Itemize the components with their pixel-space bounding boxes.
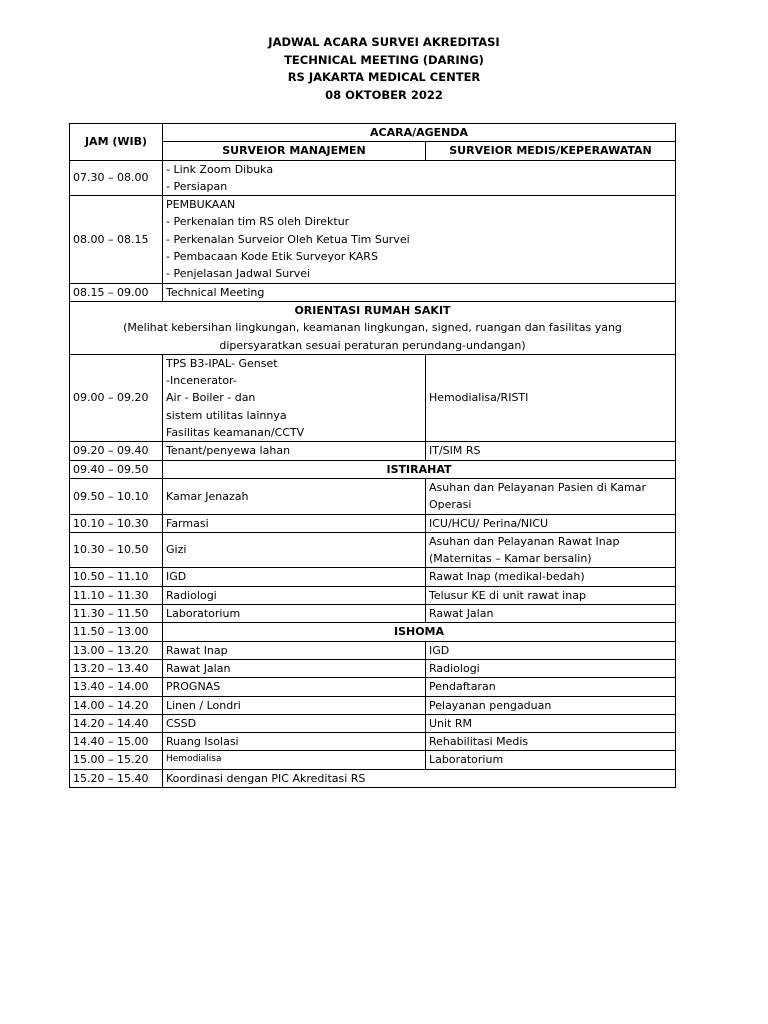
time-cell: 11.10 – 11.30 [70, 586, 163, 604]
medis-cell: Unit RM [426, 714, 676, 732]
time-cell: 09.40 – 09.50 [70, 460, 163, 478]
time-cell: 09.50 – 10.10 [70, 478, 163, 514]
time-cell: 13.40 – 14.00 [70, 678, 163, 696]
agenda-cell: Technical Meeting [163, 283, 676, 301]
table-row [70, 442, 676, 460]
break-cell: ISHOMA [163, 623, 676, 641]
time-cell: 15.00 – 15.20 [70, 751, 163, 769]
col-header-agenda: ACARA/AGENDA [163, 124, 676, 142]
time-cell: 14.40 – 15.00 [70, 733, 163, 751]
table-row [70, 160, 676, 196]
manajemen-cell: Gizi [163, 532, 426, 568]
medis-cell: Telusur KE di unit rawat inap [426, 586, 676, 604]
col-header-medis: SURVEIOR MEDIS/KEPERAWATAN [426, 142, 676, 160]
medis-cell: ICU/HCU/ Perina/NICU [426, 514, 676, 532]
table-row [70, 354, 676, 441]
manajemen-cell: CSSD [163, 714, 426, 732]
col-header-time: JAM (WIB) [70, 124, 163, 161]
header-subtitle: TECHNICAL MEETING (DARING) [284, 52, 484, 67]
manajemen-cell: PROGNAS [163, 678, 426, 696]
medis-line: (Maternitas – Kamar bersalin) [429, 552, 592, 566]
manajemen-cell [163, 354, 426, 441]
medis-line: Asuhan dan Pelayanan Rawat Inap [429, 534, 620, 548]
time-cell: 11.50 – 13.00 [70, 623, 163, 641]
manajemen-cell: Rawat Jalan [163, 659, 426, 677]
manajemen-cell: Farmasi [163, 514, 426, 532]
manajemen-cell: IGD [163, 568, 426, 586]
table-row [70, 678, 676, 696]
agenda-line: PEMBUKAAN [166, 198, 236, 212]
agenda-line: - Link Zoom Dibuka [166, 162, 274, 176]
agenda-line: - Perkenalan tim RS oleh Direktur [166, 215, 350, 229]
manajemen-line: TPS B3-IPAL- Genset [166, 356, 278, 370]
manajemen-line: Fasilitas keamanan/CCTV [166, 426, 305, 440]
medis-cell [426, 478, 676, 514]
manajemen-cell: Linen / Londri [163, 696, 426, 714]
table-row [70, 605, 676, 623]
medis-cell: Laboratorium [426, 751, 676, 769]
agenda-cell [163, 196, 676, 283]
medis-cell: Rawat Jalan [426, 605, 676, 623]
time-cell: 10.30 – 10.50 [70, 532, 163, 568]
manajemen-cell: Tenant/penyewa lahan [163, 442, 426, 460]
manajemen-cell: Hemodialisa [163, 751, 426, 769]
table-row [70, 568, 676, 586]
table-row [70, 460, 676, 478]
manajemen-line: -Incenerator- [166, 374, 237, 388]
table-row-orientasi [70, 301, 676, 354]
manajemen-line: sistem utilitas lainnya [166, 408, 287, 422]
time-cell: 08.00 – 08.15 [70, 196, 163, 283]
medis-cell: Pelayanan pengaduan [426, 696, 676, 714]
time-cell: 15.20 – 15.40 [70, 769, 163, 787]
table-row [70, 769, 676, 787]
manajemen-cell: Laboratorium [163, 605, 426, 623]
manajemen-cell: Kamar Jenazah [163, 478, 426, 514]
manajemen-cell: Rawat Inap [163, 641, 426, 659]
agenda-line: - Penjelasan Jadwal Survei [166, 267, 311, 281]
table-row [70, 196, 676, 283]
break-cell: ISTIRAHAT [163, 460, 676, 478]
medis-cell: Rehabilitasi Medis [426, 733, 676, 751]
time-cell: 09.20 – 09.40 [70, 442, 163, 460]
col-header-manajemen: SURVEIOR MANAJEMEN [163, 142, 426, 160]
table-row [70, 514, 676, 532]
agenda-line: - Persiapan [166, 179, 228, 193]
medis-cell: IGD [426, 641, 676, 659]
table-row [70, 478, 676, 514]
table-row [70, 659, 676, 677]
medis-cell: Pendaftaran [426, 678, 676, 696]
manajemen-cell: Radiologi [163, 586, 426, 604]
manajemen-cell: Ruang Isolasi [163, 733, 426, 751]
orientasi-desc-1: (Melihat kebersihan lingkungan, keamanan lingkungan, signed, ruangan dan fasilitas yang [123, 321, 622, 335]
medis-cell: Hemodialisa/RISTI [426, 354, 676, 441]
time-cell: 07.30 – 08.00 [70, 160, 163, 196]
time-cell: 08.15 – 09.00 [70, 283, 163, 301]
time-cell: 11.30 – 11.50 [70, 605, 163, 623]
medis-cell: Radiologi [426, 659, 676, 677]
table-row [70, 733, 676, 751]
medis-line: Operasi [429, 498, 472, 512]
schedule-table [69, 123, 676, 788]
medis-line: Asuhan dan Pelayanan Pasien di Kamar [429, 480, 647, 494]
time-cell: 10.10 – 10.30 [70, 514, 163, 532]
table-row [70, 714, 676, 732]
time-cell: 14.20 – 14.40 [70, 714, 163, 732]
table-row [70, 641, 676, 659]
header-date: 08 OKTOBER 2022 [325, 87, 443, 102]
table-row [70, 623, 676, 641]
medis-cell: Rawat Inap (medikal-bedah) [426, 568, 676, 586]
header-hospital: RS JAKARTA MEDICAL CENTER [287, 70, 481, 84]
time-cell: 10.50 – 11.10 [70, 568, 163, 586]
orientasi-title: ORIENTASI RUMAH SAKIT [294, 303, 451, 317]
agenda-cell: Koordinasi dengan PIC Akreditasi RS [163, 769, 676, 787]
medis-cell: IT/SIM RS [426, 442, 676, 460]
agenda-line: - Perkenalan Surveior Oleh Ketua Tim Survei [166, 232, 410, 246]
time-cell: 09.00 – 09.20 [70, 354, 163, 441]
table-row [70, 532, 676, 568]
time-cell: 13.20 – 13.40 [70, 659, 163, 677]
table-header-row [70, 124, 676, 142]
document-header [0, 34, 768, 104]
time-cell: 14.00 – 14.20 [70, 696, 163, 714]
header-title: JADWAL ACARA SURVEI AKREDITASI [268, 35, 500, 49]
time-cell: 13.00 – 13.20 [70, 641, 163, 659]
agenda-line: - Pembacaan Kode Etik Surveyor KARS [166, 250, 378, 264]
orientasi-desc-2: dipersyaratkan sesuai peraturan perundang-undangan) [219, 338, 526, 352]
agenda-cell [163, 160, 676, 196]
orientasi-cell [70, 301, 676, 354]
table-row [70, 696, 676, 714]
table-row [70, 283, 676, 301]
medis-cell [426, 532, 676, 568]
table-row [70, 751, 676, 769]
manajemen-line: Air - Boiler - dan [166, 391, 256, 405]
table-row [70, 586, 676, 604]
